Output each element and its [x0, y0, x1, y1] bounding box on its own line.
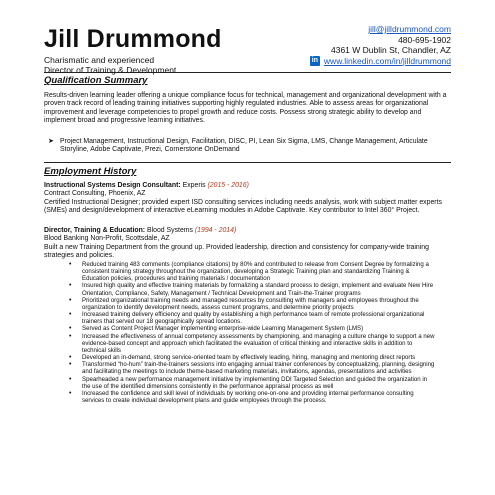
- list-item: • Spearheaded a new performance management initiative by implementing DDI Targeted Selection and guided the organization in the use of the identified dimensions consistently in the performance appraisal process as well: [82, 376, 437, 390]
- skills-list: [48, 138, 451, 155]
- arrow-bullet-icon: ➤: [48, 138, 54, 145]
- list-item: • Increased the confidence and skill level of individuals by working one-on-one and providing internal performance consulting services to create individual development plans and guide employees through the process.: [82, 390, 437, 404]
- header-divider: [44, 72, 451, 73]
- list-item: • Increased training delivery efficiency and quality by establishing a high performance team of remote professional organizational trainers that served our 18 geographically spread locations.: [82, 311, 437, 325]
- list-item: • Prioritized organizational training needs and managed resources by consulting with managers and employees throughout the organization to identify development needs, assess current programs, and determine priority projects: [82, 297, 437, 311]
- job-title-line: [44, 227, 451, 235]
- address: 4361 W Dublin St, Chandler, AZ: [330, 45, 451, 55]
- phone-number: 480-695-1902: [398, 34, 451, 45]
- email-link[interactable]: jill@jilldrummond.com: [368, 24, 451, 34]
- job-description: Built a new Training Department from the ground up. Provided leadership, direction and consistency for company-wide training strategies and policies.: [44, 243, 429, 260]
- list-item: • Transformed “ho-hum” train-the-trainers sessions into engaging annual trainer conferences by conceptualizing, planning, designing and facilitating the meetings to include theme-based marketing materials, invitations, agendas, presentations and activities: [82, 361, 437, 375]
- resume-header: [44, 24, 451, 75]
- list-item: • Insured high quality and effective training materials by formalizing a standard process to design, implement and evaluate New Hire Orientation, Compliance, Safety, Management / Technical Development and Train-the-Trainer programs: [82, 282, 437, 296]
- list-item: • Reduced training 483 comments (compliance citations) by 80% and contributed to release from Consent Degree by formalizing a consistent training strategy throughout the organization, developing a Strategic Training plan and standardizing Training & Education policies, procedures and training materials / documentation: [82, 261, 437, 282]
- job-title: Instructional Systems Design Consultant:: [44, 182, 181, 189]
- tagline-line-2: Director of Training & Development: [44, 65, 177, 75]
- skills-text: Project Management, Instructional Design, Facilitation, DISC, PI, Lean Six Sigma, LMS, Change Management, Articulate Storyline, Adobe Captivate, Prezi, Cornerstone OnDemand: [60, 138, 428, 154]
- job-employer: Contract Consulting, Phoenix, AZ: [44, 190, 146, 198]
- achievement-list: [82, 261, 437, 404]
- qualification-heading: Qualification Summary: [44, 75, 148, 86]
- job-company: Blood Systems: [147, 227, 193, 234]
- tagline-line-1: Charismatic and experienced: [44, 55, 155, 65]
- job-entry-blood-systems: [44, 227, 451, 261]
- job-dates: (1994 - 2014): [194, 227, 237, 234]
- job-employer: Blood Banking Non-Profit, Scottsdale, AZ: [44, 235, 170, 243]
- contact-info: [310, 24, 451, 66]
- list-item: • Increased the effectiveness of annual competency assessments by championing, and managing a culture change to support a new evidence-based concept and approach which facilitated the evaluation of critical thinking and interactive skills in addition to technical skills: [82, 333, 437, 354]
- job-title-line: [44, 182, 451, 190]
- linkedin-icon[interactable]: in: [311, 56, 319, 64]
- list-item: • Developed an in-demand, strong service-oriented team by effectively leading, hiring, managing and mentoring direct reports: [82, 354, 437, 361]
- job-dates: (2015 - 2016): [207, 182, 249, 189]
- job-description: Certified Instructional Designer; provided expert ISD consulting services including needs analysis, work with subject matter experts (SMEs) and design/development of interactive eLearning modules in Adobe Captivate. Key contributor to Intel 360° Project.: [44, 198, 442, 215]
- section-divider: [44, 162, 451, 163]
- candidate-name: Jill Drummond: [44, 25, 222, 53]
- qualification-summary: Results-driven learning leader offering a unique compliance focus for technical, management and organizational development with a proven track record of leading training initiatives supporting highly regulated industries. Able to assess areas for organizational improvement and leverage competencies to propel growth and reduce costs. Possess strong strategic ability to develop and implement broad and progressive learning initiatives.: [44, 92, 447, 125]
- job-company: Experis: [182, 182, 206, 189]
- linkedin-link[interactable]: www.linkedin.com/in/jilldrummond: [323, 55, 451, 66]
- job-title: Director, Training & Education:: [44, 227, 146, 234]
- employment-heading: Employment History: [44, 166, 137, 177]
- job-entry-experis: [44, 182, 451, 216]
- list-item: • Served as Content Project Manager implementing enterprise-wide Learning Management System (LMS): [82, 325, 437, 332]
- linkedin-row: [310, 56, 451, 67]
